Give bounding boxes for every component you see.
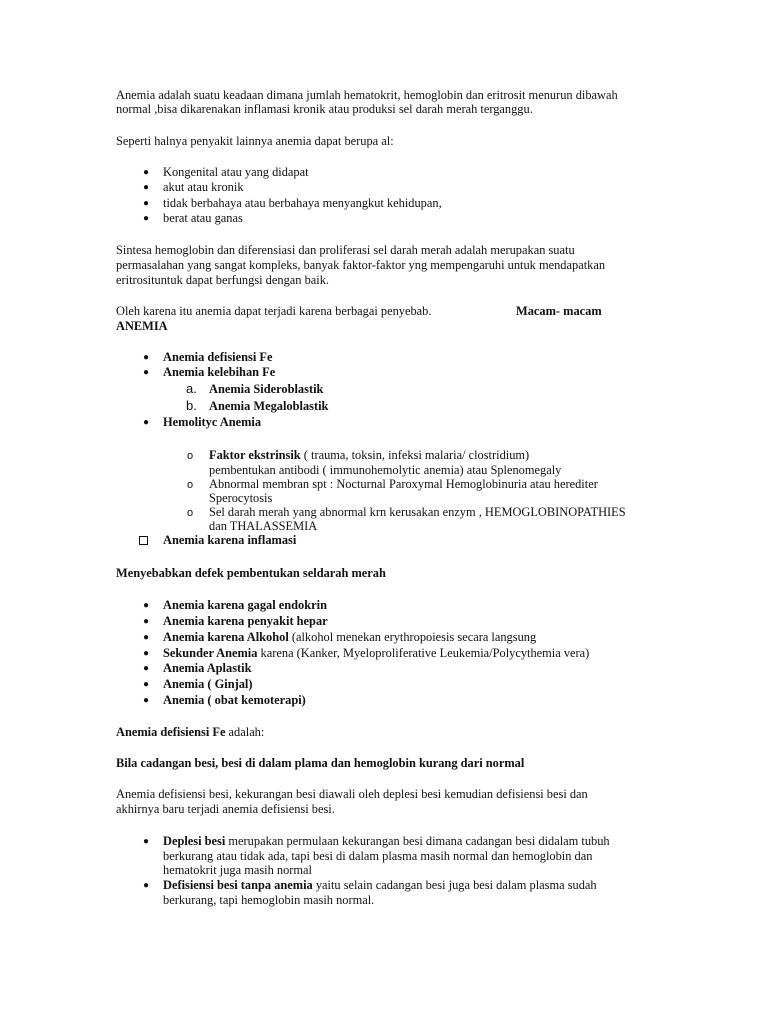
intro-line-2: normal ,bisa dikarenakan inflamasi kronik atau produksi sel darah merah terganggu. [116,102,533,116]
bullet-icon: ● [143,213,150,224]
stage-item-2-rest: yaitu selain cadangan besi juga besi dalam plasma sudah [312,878,597,892]
definition-line [116,725,264,740]
defect-item: Anemia ( obat kemoterapi) [163,693,306,707]
hemolytic-item-1-line2: pembentukan antibodi ( immunohemolytic anemia) atau Splenomegaly [209,463,562,477]
deficiency-line-1: Anemia defisiensi besi, kekurangan besi diawali oleh deplesi besi kemudian defisiensi besi dan [116,787,588,801]
cause-text: Oleh karena itu anemia dapat terjadi karena berbagai penyebab. [116,304,432,318]
anemia-type-item: Anemia karena inflamasi [163,533,297,547]
bullet-icon: ● [143,648,150,659]
hemolytic-item-2: Abnormal membran spt : Nocturnal Paroxymal Hemoglobinuria atau herediter [209,477,598,491]
defect-item: Anemia karena gagal endokrin [163,598,327,612]
bullet-icon: ● [143,600,150,611]
defect-heading: Menyebabkan defek pembentukan seldarah merah [116,566,386,580]
bullet-icon: ● [143,167,150,178]
hemolytic-item-3-text: Sel darah merah yang abnormal krn kerusakan enzym , HEMOGLOBINOPATHIES [209,505,626,519]
circle-bullet-icon: o [187,450,194,462]
synthesis-line-3: eritrosituntuk dapat berfungsi dengan baik. [116,273,329,287]
defect-item-rest: karena (Kanker, Myeloproliferative Leukemia/Polycythemia vera) [257,646,590,660]
sub-item-a: Anemia Sideroblastik [209,382,324,396]
bullet-icon: ● [143,836,150,847]
synthesis-line-1: Sintesa hemoglobin dan diferensiasi dan proliferasi sel darah merah adalah merupakan suatu [116,243,575,257]
hemolytic-item-2-line2: Sperocytosis [209,491,273,505]
stage-item-1-rest: merupakan permulaan kekurangan besi dimana cadangan besi didalam tubuh [225,834,610,848]
defect-item-rest: (alkohol menekan erythropoiesis secara langsung [288,630,537,644]
hemolytic-item-3-line2: dan THALASSEMIA [209,519,318,533]
bullet-icon: ● [143,695,150,706]
circle-bullet-icon: o [187,479,194,491]
sub-label-a: a. [186,381,197,396]
synthesis-line-2: permasalahan yang sangat kompleks, banyak faktor-faktor yng mempengaruhi untuk mendapatkan [116,258,606,272]
defect-item: Anemia karena penyakit hepar [163,614,328,628]
sub-item-b: Anemia Megaloblastik [209,399,329,413]
definition-term: Anemia defisiensi Fe [116,725,226,739]
stage-item-1-bold: Deplesi besi [163,834,226,848]
bullet-icon: ● [143,182,150,193]
list-item: tidak berbahaya atau berbahaya menyangkut kehidupan, [163,196,442,210]
defect-item-bold: Sekunder Anemia [163,646,258,660]
stage-item-1-line2: berkurang atau tidak ada, tapi besi di dalam plasma masih normal dan hemoglobin dan [163,849,593,863]
stage-item-1 [163,834,610,849]
bullet-icon: ● [143,632,150,643]
defect-item-bold: Anemia karena Alkohol [163,630,289,644]
bullet-icon: ● [143,198,150,209]
stage-item-2 [163,878,597,893]
list-item: berat atau ganas [163,211,243,225]
defect-item [163,630,536,645]
defect-item: Anemia ( Ginjal) [163,677,253,691]
stage-item-2-bold: Defisiensi besi tanpa anemia [163,878,313,892]
bullet-icon: ● [143,679,150,690]
defect-item: Anemia Aplastik [163,661,252,675]
definition-suffix: adalah: [225,725,265,739]
anemia-type-item: Anemia kelebihan Fe [163,365,276,379]
definition-statement: Bila cadangan besi, besi di dalam plama dan hemoglobin kurang dari normal [116,756,525,770]
square-bullet-icon [139,536,148,545]
hemolytic-item-1-bold: Faktor ekstrinsik [209,448,301,462]
list-item: Kongenital atau yang didapat [163,165,309,179]
defect-item [163,646,589,661]
circle-bullet-icon: o [187,507,194,519]
intro-line-1: Anemia adalah suatu keadaan dimana jumlah hematokrit, hemoglobin dan eritrosit menurun dibawah [116,88,618,102]
list-item: akut atau kronik [163,180,244,194]
deficiency-line-2: akhirnya baru terjadi anemia defisiensi besi. [116,802,335,816]
bullet-icon: ● [143,352,150,363]
anemia-type-item: Hemolityc Anemia [163,415,262,429]
bullet-icon: ● [143,663,150,674]
stage-item-1-line3: hematokrit juga masih normal [163,863,312,877]
stage-item-2-line2: berkurang, tapi hemoglobin masih normal. [163,893,375,907]
hemolytic-item-1-rest: ( trauma, toksin, infeksi malaria/ clostridium) [300,448,530,462]
hemolytic-item-1 [209,448,529,463]
types-intro: Seperti halnya penyakit lainnya anemia dapat berupa al: [116,134,394,148]
hemolytic-item-3 [209,505,626,520]
types-heading-part1: Macam- macam [516,304,602,318]
bullet-icon: ● [143,417,150,428]
bullet-icon: ● [143,616,150,627]
bullet-icon: ● [143,367,150,378]
anemia-type-item: Anemia defisiensi Fe [163,350,273,364]
types-heading-part2: ANEMIA [116,319,168,333]
bullet-icon: ● [143,880,150,891]
sub-label-b: b. [186,398,197,413]
